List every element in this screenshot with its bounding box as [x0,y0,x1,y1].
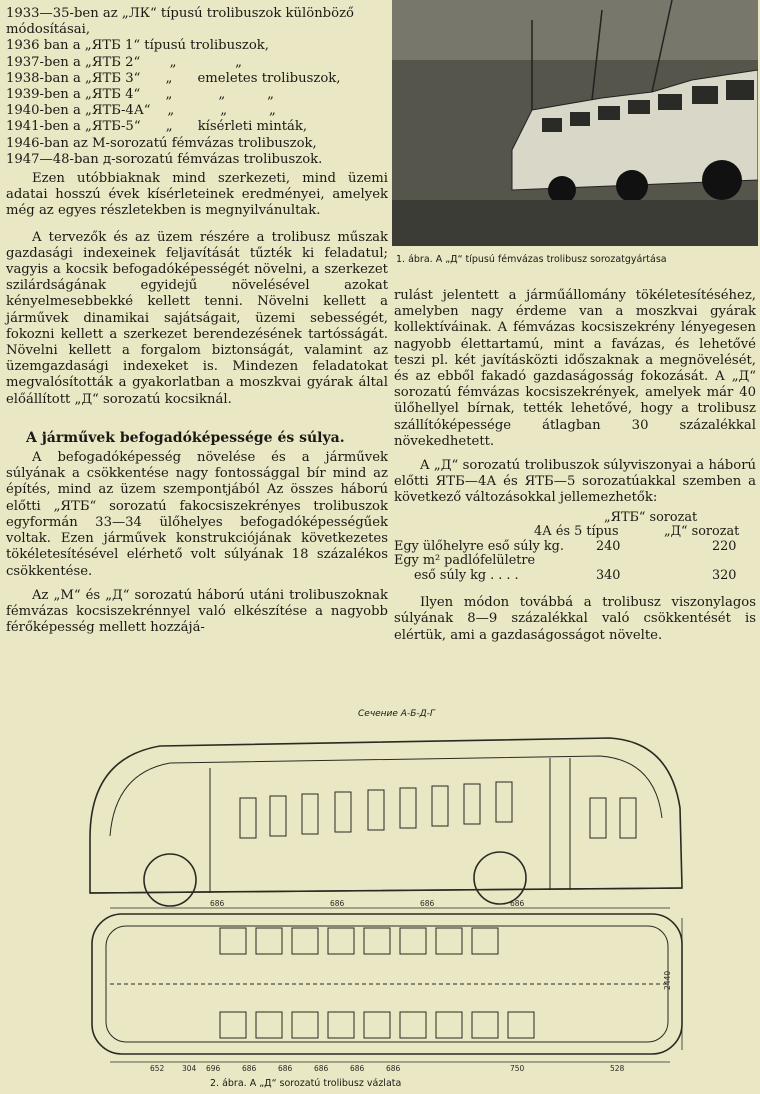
dimension-label: 686 [510,899,525,908]
list-line: 1933—35-ben az „ЛК“ típusú trolibuszok különböző [6,6,354,21]
table-cell: 220 [712,538,737,554]
dimension-label: 686 [242,1064,257,1073]
paragraph: A tervezők és az üzem részére a trolibusz műszak gazdasági indexeinek feljavítását tűzték ki feladatul; vagyis a kocsik befogadóképességét növelni, a szerkezet szilárdságának egyidejű növelésével azokat kényelmesebbekké kellett tenni. Növelni kellett a járművek dinamikai sajátságait, üzemi sebességét, fokozni kellett a szerkezet berendezésének tartósságát. Növelni kellett a forgalom biztonságát, valamint az üzemgazdasági indexeket is. Mindezen feladatokat megvalósították a gyakorlatban a moszkvai gyárak által előállított „Д“ sorozatú kocsiknál. [6,229,388,407]
dimension-label: 304 [182,1064,197,1073]
section-heading: A járművek befogadóképessége és súlya. [26,429,345,446]
dimension-label: 2440 [663,970,672,990]
dimension-label: 686 [278,1064,293,1073]
list-line: módosításai, [6,22,91,38]
paragraph: A befogadóképesség növelése és a járművek súlyának a csökkentése nagy fontossággal bír mind az építés, mind az üzem szempontjából Az összes háború előtti „ЯТБ“ sorozatú fakocsiszekrényes trolibuszok egyformán 33—34 ülőhelyes befogadóképességűek voltak. Ezen járművek konstrukciójának következetes tökéletesítésével elérhető volt súlyának 18 százalékos csökkentése. [6,450,388,579]
figure-caption: 1. ábra. A „Д“ típusú fémvázas trolibusz sorozatgyártása [396,254,667,265]
paragraph: rulást jelentett a járműállomány tökéletesítéséhez, amelyben nagy érdeme van a moszkvai gyárak kollektíváinak. A fémvázas kocsiszekrény lényegesen nagyobb élettartamú, mint a favázas, és lehetővé teszi pl. két javításközti időszaknak a megnövelését, és az ebből fakadó gazdaságosság fokozását. A „Д“ sorozatú fémvázas kocsiszekrények, amelyek már 40 ülőhellyel bírnak, tették lehetővé, hogy a trolibusz szállítóképessége átlagban 30 százalékkal növekedhetett. [394,288,756,449]
table-cell: 320 [712,567,737,583]
trolleybus-photo [392,0,758,246]
dimension-label: 750 [510,1064,525,1073]
list-line: 1940-ben a „ЯТБ-4А“ „ „ „ [6,103,276,119]
model-list [6,6,388,168]
list-line: 1947—48-ban д-sorozatú fémvázas trolibuszok. [6,151,323,167]
left-column [6,6,388,636]
list-line: 1937-ben a „ЯТБ 2“ „ „ [6,54,242,70]
right-column [394,288,756,644]
list-line: 1939-ben a „ЯТБ 4“ „ „ „ [6,87,274,103]
dimension-label: 686 [350,1064,365,1073]
list-line: 1936 ban a „ЯТБ 1“ típusú trolibuszok, [6,38,269,54]
table-header [394,525,756,540]
paragraph: Ilyen módon továbbá a trolibusz viszonylagos súlyának 8—9 százalékkal való csökkentését is elértük, ami a gazdaságosságot növelte. [394,595,756,643]
dimension-label: 652 [150,1064,165,1073]
table-head-1b: 4А és 5 típus [534,524,619,540]
dimension-label: 686 [210,899,225,908]
table-head-1: „ЯТБ“ sorozat [604,509,698,525]
dimension-label: 686 [386,1064,401,1073]
list-line: 1946-ban az M-sorozatú fémvázas trolibuszok, [6,135,317,151]
list-line: 1938-ban a „ЯТБ 3“ „ emeletes trolibuszok, [6,70,341,86]
list-line: 1941-ben a „ЯТБ-5“ „ kísérleti minták, [6,119,308,135]
figure-caption: 2. ábra. A „Д“ sorozatú trolibusz vázlata [210,1078,402,1089]
table-row [394,540,756,555]
table-header [394,511,756,526]
table-cell: 340 [596,567,621,583]
weight-table [394,511,756,584]
dimension-label: 686 [330,899,345,908]
dimension-label: 696 [206,1064,221,1073]
diagram-title: Сечение А-Б-Д-Г [358,709,435,719]
table-row [394,554,756,569]
paragraph: Az „M“ és „Д“ sorozatú háború utáni trolibuszoknak fémvázas kocsiszekrénnyel való elkészítése a nagyobb férőképesség mellett hozzájá- [6,587,388,636]
paragraph: A „Д“ sorozatú trolibuszok súlyviszonyai a háború előtti ЯТБ—4А és ЯТБ—5 sorozatúakkal szemben a következő változásokkal jellemezhetők: [394,458,756,506]
table-row [394,569,756,584]
table-head-2: „Д“ sorozat [664,524,740,540]
dimension-label: 528 [610,1064,625,1073]
trolleybus-diagram [70,728,690,1073]
paragraph: Ezen utóbbiaknak mind szerkezeti, mind üzemi adatai hosszú évek kísérleteinek eredményei, amelyek még az egyes részletekben is megnyilvánultak. [6,171,388,219]
dimension-label: 686 [314,1064,329,1073]
table-cell-label: Egy m² padlófelületre [394,553,536,569]
table-cell-label: eső súly kg . . . . [414,567,519,583]
dimension-label: 686 [420,899,435,908]
table-cell: 240 [596,538,621,554]
table-cell-label: Egy ülőhelyre eső súly kg. [394,538,564,554]
